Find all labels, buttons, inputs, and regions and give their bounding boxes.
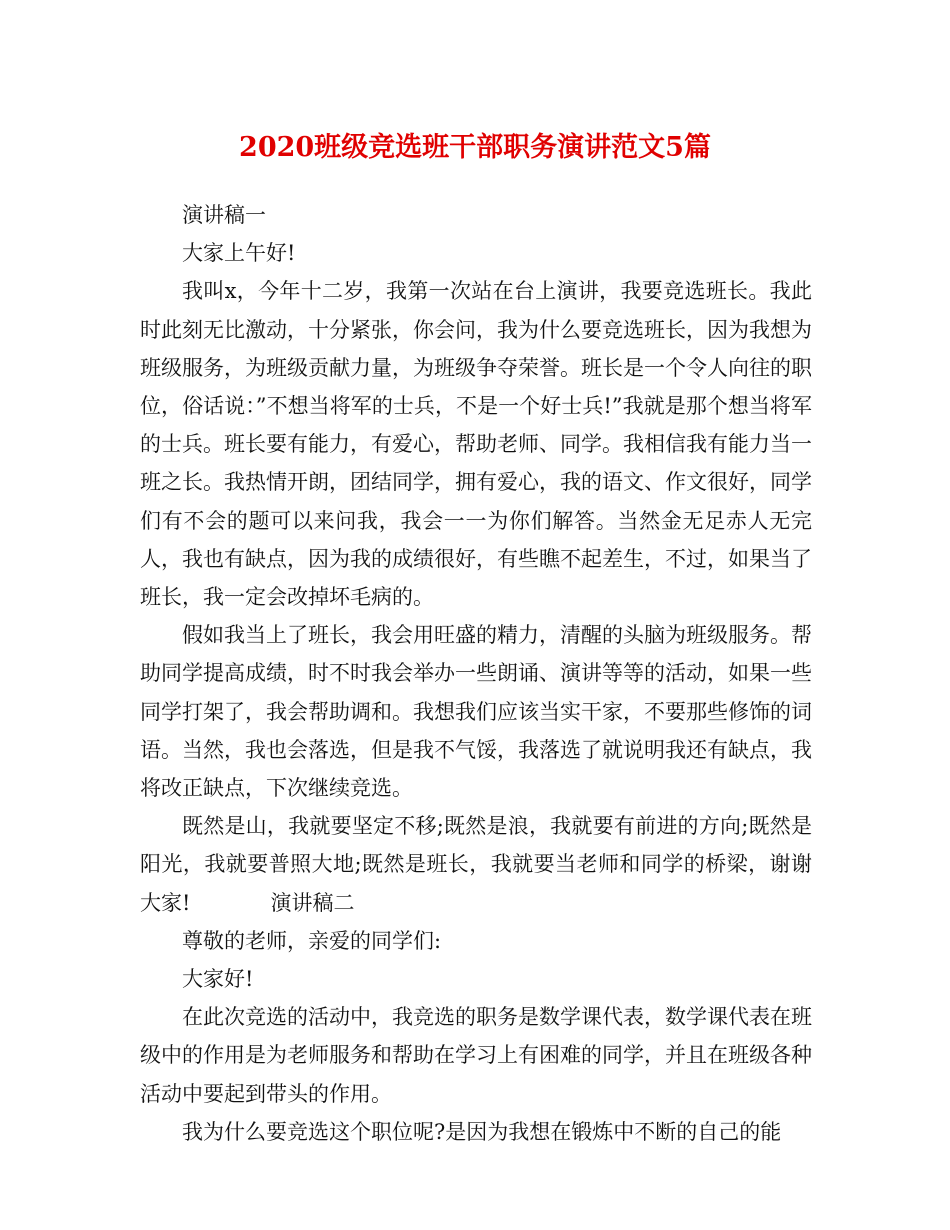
greeting-1: 大家上午好! — [182, 241, 296, 266]
document-title: 2020班级竞选班干部职务演讲范文5篇 — [239, 132, 711, 163]
paragraph-2: 假如我当上了班长，我会用旺盛的精力，清醒的头脑为班级服务。帮助同学提高成绩，时不时我会举办一些朗诵、演讲等等的活动，如果一些同学打架了，我会帮助调和。我想我们应该当实干家，不要那些修饰的词语。当然，我也会落选，但是我不气馁，我落选了就说明我还有缺点，我将改正缺点，下次继续竞选。 — [140, 623, 812, 801]
paragraph-1: 我叫x，今年十二岁，我第一次站在台上演讲，我要竞选班长。我此时此刻无比激动，十分紧张，你会问，我为什么要竞选班长，因为我想为班级服务，为班级贡献力量，为班级争夺荣誉。班长是一个令人向往的职位，俗话说：”不想当将军的士兵，不是一个好士兵!”我就是那个想当将军的士兵。班长要有能力，有爱心，帮助老师、同学。我相信我有能力当一班之长。我热情开朗，团结同学，拥有爱心，我的语文、作文很好，同学们有不会的题可以来问我，我会一一为你们解答。当然金无足赤人无完人，我也有缺点，因为我的成绩很好，有些瞧不起差生，不过，如果当了班长，我一定会改掉坏毛病的。 — [140, 279, 812, 610]
greeting-2: 大家好! — [182, 967, 254, 992]
speech-heading-2: 演讲稿二 — [270, 890, 355, 915]
document-body — [140, 196, 812, 1151]
paragraph-3-text: 既然是山，我就要坚定不移;既然是浪，我就要有前进的方向;既然是阳光，我就要普照大地;既然是班长，我就要当老师和同学的桥梁，谢谢大家! — [140, 814, 812, 915]
paragraph-5: 我为什么要竞选这个职位呢?是因为我想在锻炼中不断的自己的能 — [182, 1119, 782, 1144]
paragraph-4: 在此次竞选的活动中，我竞选的职务是数学课代表，数学课代表在班级中的作用是为老师服务和帮助在学习上有困难的同学，并且在班级各种活动中要起到带头的作用。 — [140, 1005, 812, 1106]
paragraph-3 — [140, 807, 812, 922]
speech-heading-1: 演讲稿一 — [182, 203, 266, 227]
salutation-2: 尊敬的老师，亲爱的同学们: — [182, 928, 442, 953]
